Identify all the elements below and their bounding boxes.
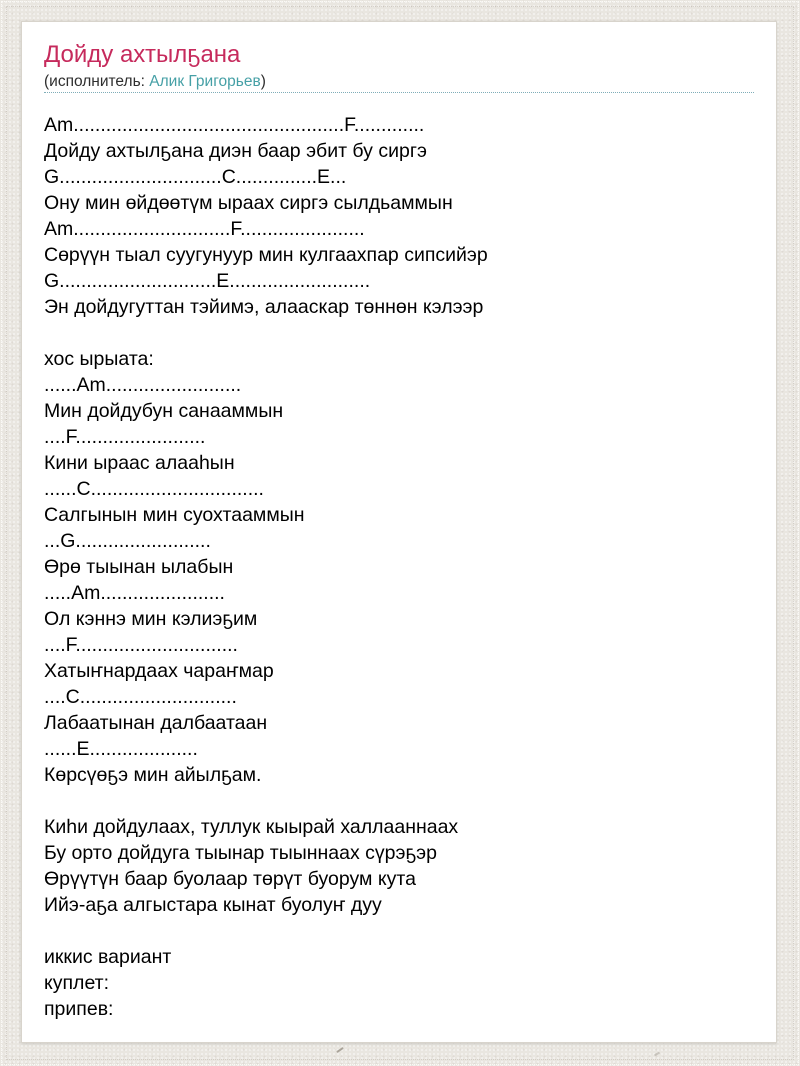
lyric-line-text: хос ырыата: (44, 348, 154, 370)
lyric-line-chords: .....Am....................... (44, 582, 225, 604)
lyric-line-chords: ......Е.................... (44, 738, 198, 760)
lyrics-card (21, 21, 777, 1043)
lyric-line-blank (44, 788, 754, 814)
lyric-line-text: куплет: (44, 972, 109, 994)
lyric-line-chords: G.............................E.......................... (44, 270, 371, 292)
lyric-line-text: Киһи дойдулаах, туллук кыырай халлааннаах (44, 816, 459, 838)
lyrics-block (44, 112, 754, 1022)
lyric-line-chords: Am.............................F....................... (44, 218, 365, 240)
artist-link[interactable]: Алик Григорьев (149, 73, 261, 90)
lyric-line-text: Дойду ахтылҕана диэн баар эбит бу сиргэ (44, 140, 427, 162)
lyric-line-text: Хатыҥнардаах чараҥмар (44, 660, 274, 682)
lyric-line-text: Ону мин өйдөөтүм ыраах сиргэ сылдьаммын (44, 192, 453, 214)
lyric-line-text: Ийэ-аҕа алгыстара кынат буолуҥ дуу (44, 894, 382, 916)
lyric-line-chords: ....F........................ (44, 426, 206, 448)
lyric-line-chords: ......C................................ (44, 478, 264, 500)
song-title: Дойду ахтылҕана (44, 41, 241, 68)
lyric-line-text: иккис вариант (44, 946, 172, 968)
lyric-line-text: Лабаатынан далбаатаан (44, 712, 268, 734)
lyric-line-chords: ....C............................. (44, 686, 237, 708)
lyric-line-text: Өрө тыынан ылабын (44, 556, 234, 578)
lyric-line-blank (44, 320, 754, 346)
lyric-line-text: припев: (44, 998, 114, 1020)
lyric-line-text: Эн дойдугуттан тэйимэ, алааскар төннөн кэлээр (44, 296, 484, 318)
lyric-line-text: Көрсүөҕэ мин айылҕам. (44, 764, 262, 786)
lyric-line-text: Кини ыраас алааһын (44, 452, 235, 474)
lyric-line-blank (44, 918, 754, 944)
lyric-line-text: Ол кэннэ мин кэлиэҕим (44, 608, 258, 630)
paper-speck (336, 1047, 344, 1053)
lyric-line-chords: ....F.............................. (44, 634, 238, 656)
lyric-line-text: Сөрүүн тыал суугунуур мин кулгаахпар сипсийэр (44, 244, 488, 266)
lyric-line-text: Өрүүтүн баар буолаар төрүт буорум кута (44, 868, 416, 890)
lyric-line-chords: ......Am......................... (44, 374, 242, 396)
paper-speck (654, 1052, 660, 1057)
lyric-line-chords: Am..................................................F............. (44, 114, 425, 136)
lyric-line-text: Салгынын мин суохтааммын (44, 504, 305, 526)
lyric-line-text: Бу орто дойдуга тыынар тыыннаах сүрэҕэр (44, 842, 437, 864)
performer-suffix: ) (260, 73, 266, 90)
lyric-line-chords: G..............................C...............E... (44, 166, 347, 188)
lyric-line-chords: ...G......................... (44, 530, 211, 552)
performer-line (44, 73, 754, 93)
lyric-line-text: Мин дойдубун санааммын (44, 400, 284, 422)
performer-label: (исполнитель: (44, 73, 150, 90)
